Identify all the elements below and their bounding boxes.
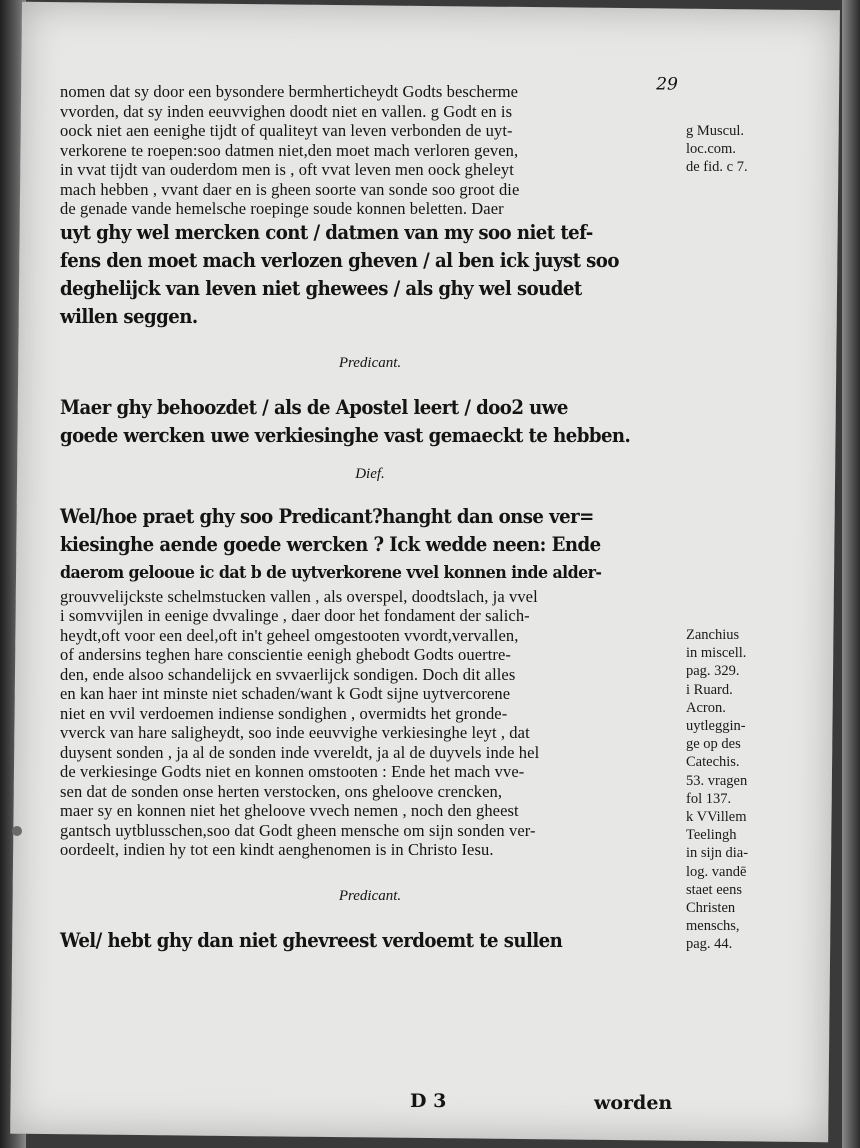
text-line: en kan haer int minste niet schaden/want k Godt sijne uytvercorene bbox=[60, 684, 511, 703]
signature-mark: D 3 bbox=[410, 1090, 447, 1112]
text-line: in vvat tijdt van ouderdom men is , oft vvat leven men oock gheleyt bbox=[60, 160, 514, 179]
speaker-heading: Predicant. bbox=[338, 887, 402, 904]
text-line: grouvvelijckste schelmstucken vallen , als overspel, doodtslach, ja vvel bbox=[60, 586, 538, 606]
catchword: worden bbox=[594, 1092, 673, 1114]
margin-note-line: log. vandē bbox=[686, 863, 747, 880]
margin-note-line: k VVillem bbox=[686, 809, 747, 826]
text-line: oock niet aen eenighe tijdt of qualiteyt van leven verbonden de uyt- bbox=[60, 121, 513, 140]
text-line: sen dat de sonden onse herten verstocken, ons gheloove crencken, bbox=[60, 781, 503, 801]
margin-note bbox=[686, 122, 748, 177]
margin-note-line: staet eens bbox=[686, 881, 742, 898]
blackletter-line: uyt ghy wel mercken cont / datmen van my soo niet tef- bbox=[60, 220, 593, 244]
text-line: niet en vvil verdoemen indiense sondighen , overmidts het gronde- bbox=[60, 703, 508, 723]
page-number: 29 bbox=[656, 74, 678, 95]
text-line: maer sy en konnen niet het gheloove vvech nemen , noch den gheest bbox=[60, 801, 519, 820]
margin-note-line: in miscell. bbox=[686, 645, 747, 662]
margin-note-line: Christen bbox=[686, 900, 736, 917]
text-line: verkorene te roepen:soo datmen niet,den moet mach verloren geven, bbox=[60, 140, 519, 160]
text-line: den, ende alsoo schandelijck en svvaerlijck sondigen. Doch dit alles bbox=[60, 664, 516, 684]
book-edge bbox=[842, 0, 860, 1148]
margin-note bbox=[686, 626, 748, 954]
blackletter-line: Wel/ hebt ghy dan niet ghevreest verdoemt te sullen bbox=[60, 928, 563, 952]
text-line: mach hebben , vvant daer en is gheen soorte van sonde soo groot die bbox=[60, 179, 520, 199]
text-line: de genade vande hemelsche roepinge soude konnen beletten. Daer bbox=[60, 199, 504, 218]
margin-note-line: Acron. bbox=[686, 699, 726, 716]
page-text bbox=[60, 80, 680, 955]
margin-note-line: in sijn dia- bbox=[686, 845, 749, 862]
margin-note-line: de fid. c 7. bbox=[686, 159, 748, 176]
text-line: gantsch uytblusschen,soo dat Godt gheen mensche om sijn sonden ver- bbox=[60, 820, 536, 840]
margin-note-line: fol 137. bbox=[686, 790, 732, 807]
text-line: vverck van hare saligheydt, soo inde eeuvvighe verkiesinghe leyt , dat bbox=[60, 723, 530, 742]
blackletter-line: daerom gelooue ic dat b de uytverkorene vvel konnen inde alder- bbox=[60, 562, 602, 583]
speaker-heading: Dief. bbox=[355, 465, 385, 482]
margin-note-line: 53. vragen bbox=[686, 772, 748, 789]
margin-note-line: i Ruard. bbox=[686, 681, 733, 698]
text-line: heydt,oft voor een deel,oft in't geheel omgestooten vvordt,vervallen, bbox=[60, 625, 519, 645]
blackletter-line: kiesinghe aende goede wercken ? Ick wedde neen: Ende bbox=[60, 532, 601, 556]
speaker-heading: Predicant. bbox=[338, 354, 402, 371]
text-line: vvorden, dat sy inden eeuvvighen doodt niet en vallen. g Godt en is bbox=[60, 101, 513, 121]
blackletter-line: deghelijck van leven niet ghewees / als ghy wel soudet bbox=[60, 276, 582, 300]
text-line: de verkiesinge Godts niet en konnen omstooten : Ende het mach vve- bbox=[60, 762, 525, 781]
margin-note-line: Zanchius bbox=[686, 627, 740, 643]
text-line: of andersins teghen hare conscientie eenigh ghebodt Godts ouertre- bbox=[60, 645, 512, 664]
margin-note-line: menschs, bbox=[686, 918, 740, 935]
blackletter-line: willen seggen. bbox=[60, 304, 198, 328]
text-line: duysent sonden , ja al de sonden inde vvereldt, ja al de duyvels inde hel bbox=[60, 742, 540, 762]
margin-note-line: loc.com. bbox=[686, 141, 736, 158]
blackletter-line: goede wercken uwe verkiesinghe vast gemaeckt te hebben. bbox=[60, 423, 631, 447]
margin-note-line: pag. 44. bbox=[686, 936, 733, 953]
margin-note-line: Teelingh bbox=[686, 827, 737, 844]
blackletter-line: Wel/hoe praet ghy soo Predicant?hanght dan onse ver= bbox=[60, 504, 594, 528]
margin-note-line: ge op des bbox=[686, 736, 741, 753]
margin-note-line: g Muscul. bbox=[686, 123, 744, 139]
text-line: nomen dat sy door een bysondere bermherticheydt Godts bescherme bbox=[60, 82, 519, 101]
text-line: oordeelt, indien hy tot een kindt aenghenomen is in Christo Iesu. bbox=[60, 840, 494, 859]
blackletter-line: Maer ghy behoozdet / als de Apostel leert / doo2 uwe bbox=[60, 395, 568, 419]
text-line: i somvvijlen in eenige dvvalinge , daer door het fondament der salich- bbox=[60, 606, 530, 625]
blackletter-line: fens den moet mach verlozen gheven / al ben ick juyst soo bbox=[60, 248, 619, 272]
binding-hole bbox=[12, 826, 22, 836]
margin-note-line: pag. 329. bbox=[686, 663, 740, 680]
margin-note-line: uytleggin- bbox=[686, 718, 746, 735]
margin-note-line: Catechis. bbox=[686, 754, 740, 771]
